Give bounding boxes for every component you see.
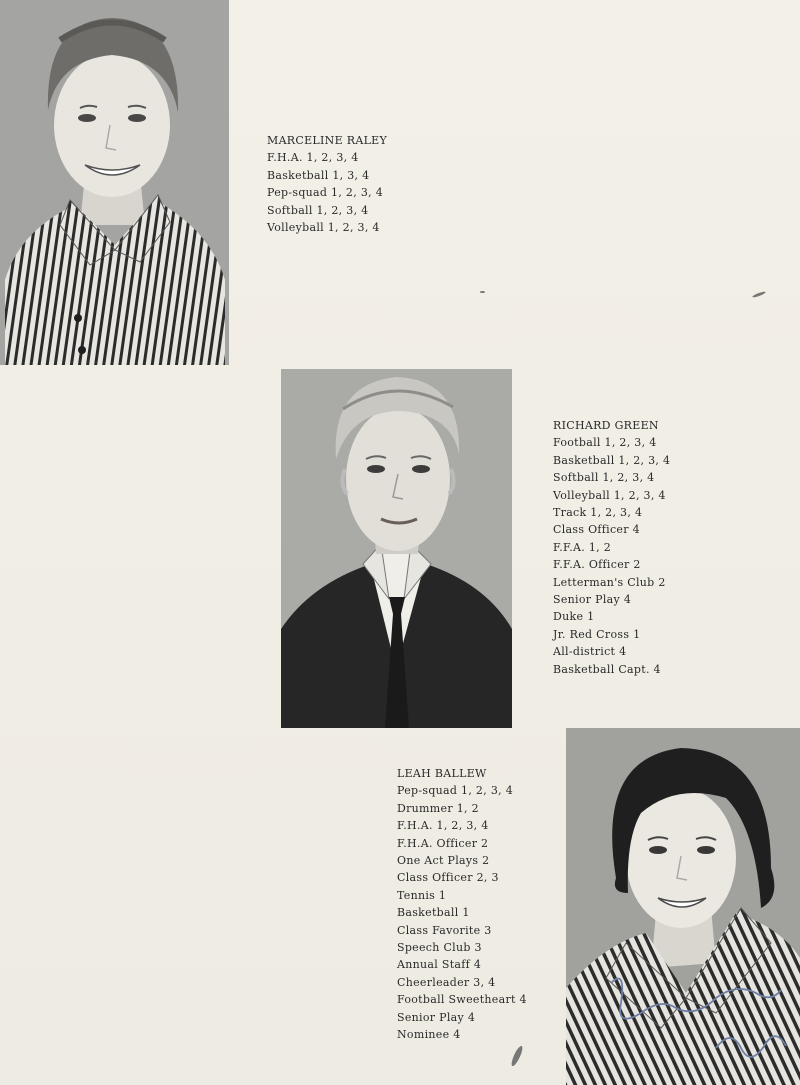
activity-item: Letterman's Club 2 — [553, 575, 666, 589]
activity-item: Nominee 4 — [397, 1028, 461, 1042]
activity-item: Basketball Capt. 4 — [553, 662, 661, 676]
activity-item: Cheerleader 3, 4 — [397, 975, 496, 989]
activity-item: Pep-squad 1, 2, 3, 4 — [397, 784, 514, 798]
activity-item: F.H.A. 1, 2, 3, 4 — [267, 151, 359, 165]
activity-item: Senior Play 4 — [397, 1010, 476, 1024]
activity-item: One Act Plays 2 — [397, 854, 490, 868]
activity-item: F.H.A. 1, 2, 3, 4 — [397, 819, 489, 833]
activity-item: Softball 1, 2, 3, 4 — [267, 203, 369, 217]
activity-item: Speech Club 3 — [397, 941, 482, 955]
portrait-photo-richard-green — [281, 369, 512, 728]
activity-item: Class Officer 2, 3 — [397, 871, 499, 885]
activity-item: F.H.A. Officer 2 — [397, 836, 489, 850]
portrait-photo-leah-ballew — [566, 728, 800, 1085]
student-name: RICHARD GREEN — [553, 419, 659, 432]
bio-marceline-raley — [267, 132, 387, 236]
student-name: LEAH BALLEW — [397, 767, 487, 780]
activity-item: Drummer 1, 2 — [397, 801, 479, 815]
activity-item: Basketball 1 — [397, 906, 470, 920]
activity-item: Basketball 1, 2, 3, 4 — [553, 453, 671, 467]
activity-item: Softball 1, 2, 3, 4 — [553, 471, 655, 485]
student-name: MARCELINE RALEY — [267, 134, 388, 147]
activity-item: Volleyball 1, 2, 3, 4 — [553, 488, 666, 502]
activity-item: Tennis 1 — [397, 888, 447, 902]
activity-item: All-district 4 — [553, 645, 627, 659]
activity-item: Basketball 1, 3, 4 — [267, 168, 370, 182]
activity-item: Class Officer 4 — [553, 523, 640, 537]
portrait-photo-marceline-raley — [0, 0, 229, 365]
activity-item: F.F.A. 1, 2 — [553, 540, 612, 554]
activity-item: Track 1, 2, 3, 4 — [553, 506, 643, 520]
activity-item: Football Sweetheart 4 — [397, 993, 527, 1007]
activity-item: Jr. Red Cross 1 — [553, 627, 641, 641]
activity-item: Football 1, 2, 3, 4 — [553, 436, 657, 450]
bio-leah-ballew — [397, 765, 527, 1044]
activity-item: Annual Staff 4 — [397, 958, 482, 972]
paper-speck — [510, 1045, 525, 1067]
paper-speck — [752, 291, 766, 299]
activity-item: Volleyball 1, 2, 3, 4 — [267, 221, 380, 235]
activity-item: Class Favorite 3 — [397, 923, 492, 937]
bio-richard-green — [553, 417, 670, 678]
activity-item: Duke 1 — [553, 610, 595, 624]
activity-item: F.F.A. Officer 2 — [553, 558, 641, 572]
activity-item: Senior Play 4 — [553, 593, 632, 607]
paper-speck — [480, 291, 485, 293]
activity-item: Pep-squad 1, 2, 3, 4 — [267, 186, 384, 200]
